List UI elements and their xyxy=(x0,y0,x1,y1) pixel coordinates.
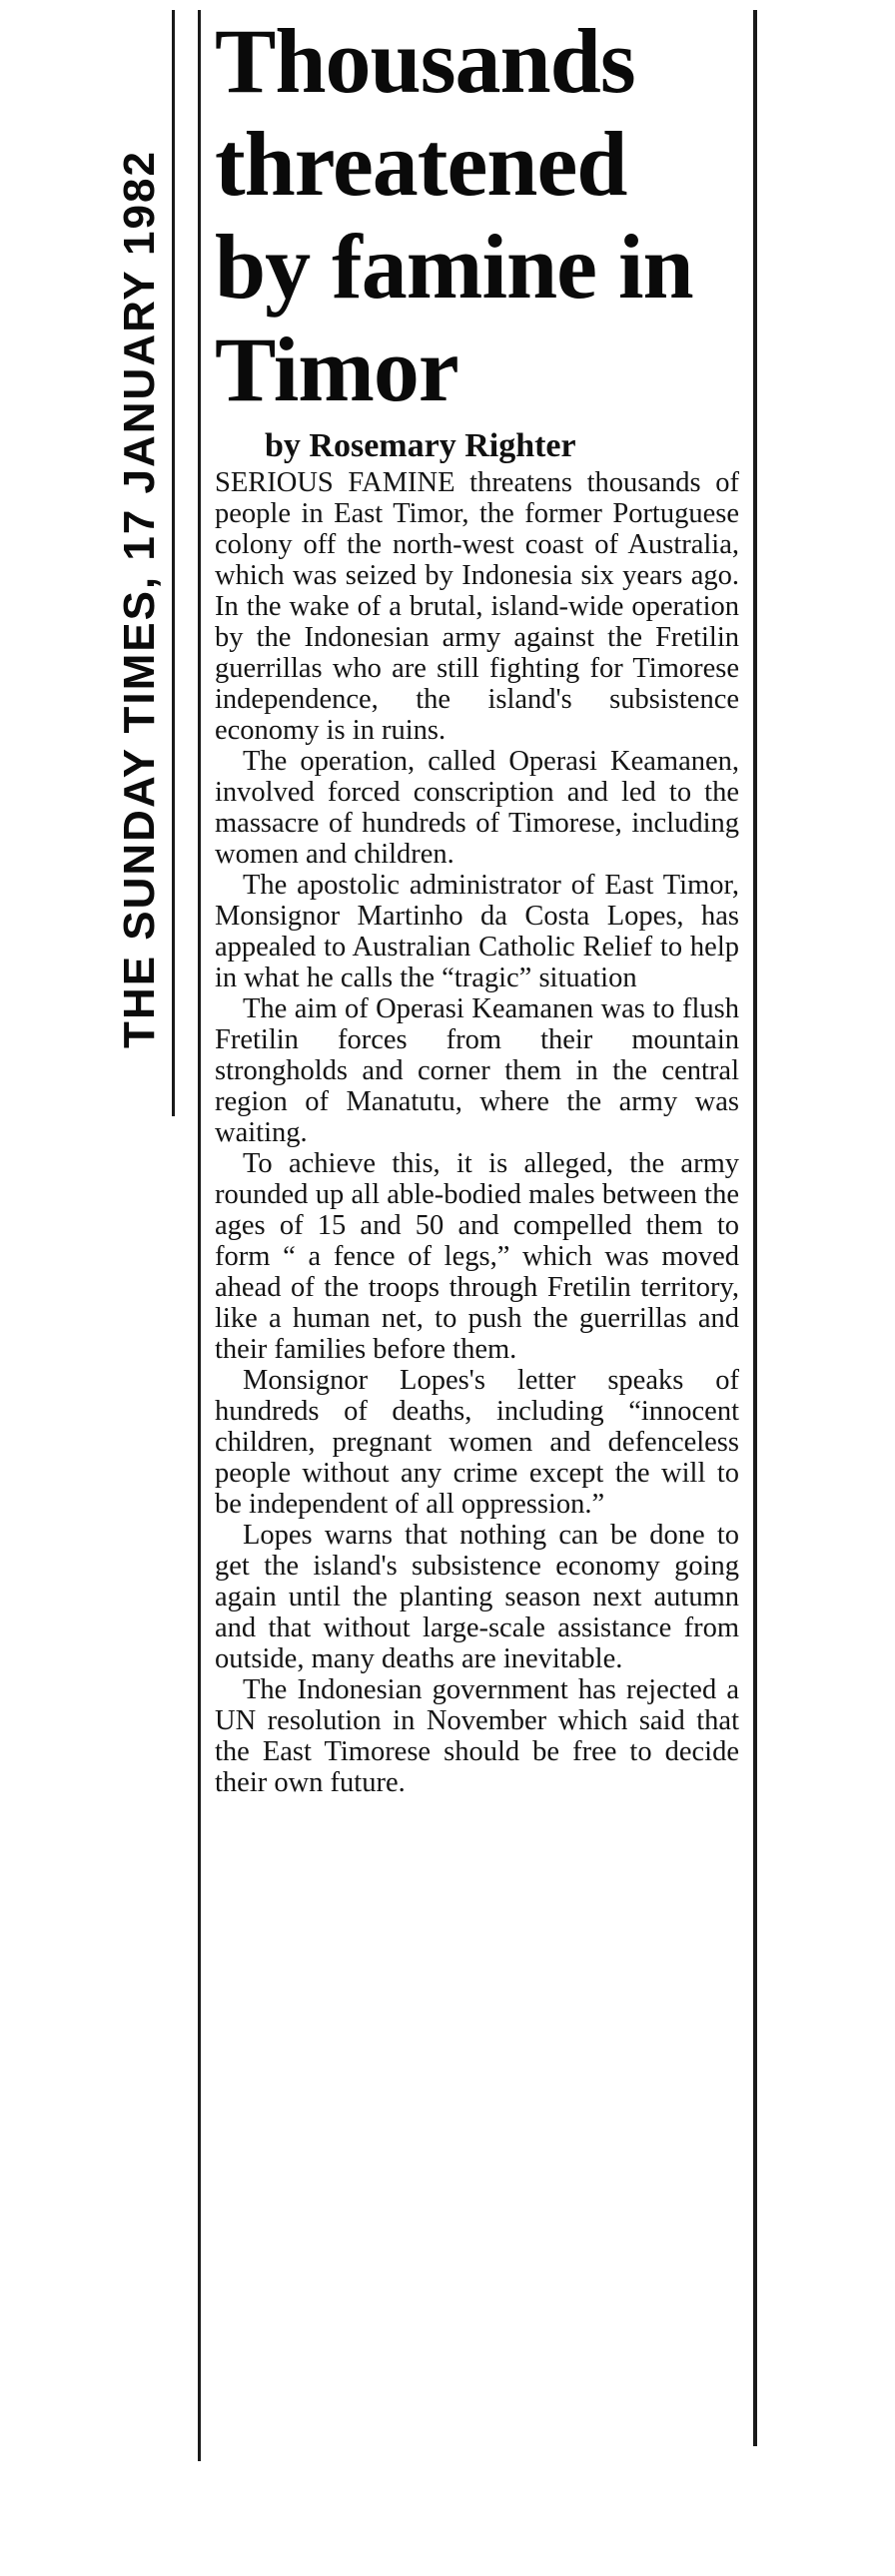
paragraph: The aim of Operasi Keamanen was to flush Fretilin forces from their mountain strongholds and corner them in the central region of Manatutu, where the army was waiting. xyxy=(215,993,739,1148)
paragraph: The apostolic administrator of East Timor, Monsignor Martinho da Costa Lopes, has appealed to Australian Catholic Relief to help in what he calls the “tragic” situation xyxy=(215,870,739,993)
column-rule-left-outer xyxy=(172,10,175,1116)
paragraph: Monsignor Lopes's letter speaks of hundreds of deaths, including “innocent children, pregnant women and defenceless people without any crime except the will to be independent of all oppression.” xyxy=(215,1365,739,1520)
article-body xyxy=(215,467,739,1798)
paragraph: The Indonesian government has rejected a UN resolution in November which said that the East Timorese should be free to decide their own future. xyxy=(215,1674,739,1798)
byline: by Rosemary Righter xyxy=(265,427,576,464)
paragraph: To achieve this, it is alleged, the army rounded up all able-bodied males between the ages of 15 and 50 and compelled them to form “ a fence of legs,” which was moved ahead of the troops through Fretilin territory, like a human net, to push the guerrillas and their families before them. xyxy=(215,1148,739,1365)
source-label: THE SUNDAY TIMES, 17 JANUARY 1982 xyxy=(115,150,164,1048)
headline: Thousands threatened by famine in Timor xyxy=(215,10,693,420)
article xyxy=(215,10,739,1798)
paragraph: Lopes warns that nothing can be done to get the island's subsistence economy going again until the planting season next autumn and that without large-scale assistance from outside, many deaths are inevitable. xyxy=(215,1520,739,1674)
paragraph: The operation, called Operasi Keamanen, involved forced conscription and led to the massacre of hundreds of Timorese, including women and children. xyxy=(215,746,739,870)
paragraph: SERIOUS FAMINE threatens thousands of people in East Timor, the former Portuguese colony off the north-west coast of Australia, which was seized by Indonesia six years ago. In the wake of a brutal, island-wide operation by the Indonesian army against the Fretilin guerrillas who are still fighting for Timorese independence, the island's subsistence economy is in ruins. xyxy=(215,467,739,746)
column-rule-right xyxy=(753,10,757,2446)
column-rule-left-inner xyxy=(198,10,201,2461)
